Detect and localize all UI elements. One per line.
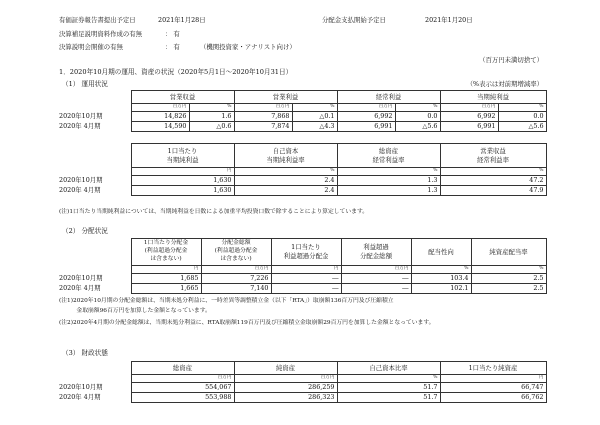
dist-note-3: (注2)2020年4月期の分配金総額は、当期未処分利益に、RTA取崩額119百万円及び圧縮積立金取崩額29百万円を加算した金額となっています。 xyxy=(59,320,435,326)
row-label: 2020年10月期 xyxy=(59,383,103,392)
ops-cell: 0.0 xyxy=(498,112,546,122)
ratios-unit: 円 xyxy=(131,168,234,176)
fin-cell: 66,762 xyxy=(440,393,546,403)
dist-unit: % xyxy=(471,266,546,274)
section1-sub1: （1） 運用状況 xyxy=(62,80,108,88)
fin-header-net-assets: 純資産 xyxy=(234,362,337,375)
ratios-header-margin: 営業収益 経常利益率 xyxy=(440,144,546,168)
ops-cell: △0.1 xyxy=(292,112,337,122)
table-row xyxy=(59,383,546,393)
table-row xyxy=(59,393,546,403)
ops-cell: 1.6 xyxy=(189,112,234,122)
ratios-header-eps: 1口当たり 当期純利益 xyxy=(131,144,234,168)
row-label: 2020年 4月期 xyxy=(59,122,101,131)
ops-unit: % xyxy=(395,104,440,112)
fin-cell: 286,323 xyxy=(234,393,337,403)
ops-cell: 6,991 xyxy=(337,122,395,132)
dist-unit: 百万円 xyxy=(201,266,271,274)
report-date-value: 2021年1月28日 xyxy=(158,16,206,24)
ops-header-net-income: 当期純利益 xyxy=(440,91,546,104)
ops-header-revenue: 営業収益 xyxy=(131,91,234,104)
material-value: ： 有 xyxy=(165,30,180,38)
ops-cell: 6,992 xyxy=(440,112,498,122)
table-row xyxy=(59,274,546,284)
fin-cell: 51.7 xyxy=(337,383,440,393)
ops-unit: 百万円 xyxy=(337,104,395,112)
dist-cell: 2.5 xyxy=(471,284,546,294)
ops-cell: 0.0 xyxy=(395,112,440,122)
dist-cell: ― xyxy=(271,284,341,294)
dist-unit: 円 xyxy=(271,266,341,274)
dist-header-total: 分配金総額 (利益超過分配金 は含まない) xyxy=(201,239,271,266)
ratios-cell: 47.2 xyxy=(440,176,546,186)
ops-header-ordinary-income: 経常利益 xyxy=(337,91,440,104)
ratios-table xyxy=(59,143,547,196)
table-row xyxy=(59,176,546,186)
dist-cell: 7,140 xyxy=(201,284,271,294)
section1-title: 1．2020年10月期の運用、資産の状況（2020年5月1日～2020年10月31日） xyxy=(59,68,293,76)
report-date-label: 有価証券報告書提出予定日 xyxy=(59,16,136,24)
dist-cell: 1,665 xyxy=(131,284,201,294)
table-row xyxy=(59,112,546,122)
ops-cell: 6,992 xyxy=(337,112,395,122)
material-label: 決算補足説明資料作成の有無 xyxy=(59,30,143,38)
fin-header-nav: 1口当たり純資産 xyxy=(440,362,546,375)
dist-cell: 102.1 xyxy=(411,284,471,294)
dist-header-excess-total: 利益超過 分配金総額 xyxy=(341,239,411,266)
ops-cell: △5.6 xyxy=(498,122,546,132)
fin-unit: 百万円 xyxy=(131,375,234,383)
table-row xyxy=(59,186,546,196)
ops-unit: % xyxy=(498,104,546,112)
ratios-cell: 2.4 xyxy=(234,176,337,186)
ops-cell: △4.3 xyxy=(292,122,337,132)
fin-cell: 286,259 xyxy=(234,383,337,393)
dist-cell: ― xyxy=(341,284,411,294)
fin-unit: % xyxy=(337,375,440,383)
row-label: 2020年 4月期 xyxy=(59,186,101,195)
ratios-cell: 1,630 xyxy=(131,176,234,186)
ratios-unit: % xyxy=(234,168,337,176)
ops-unit: 百万円 xyxy=(234,104,292,112)
dist-header-yield: 純資産配当率 xyxy=(471,239,546,266)
rounding-note: （百万円未満切捨て） xyxy=(479,56,543,64)
fin-header-assets: 総資産 xyxy=(131,362,234,375)
ops-cell: 7,874 xyxy=(234,122,292,132)
dist-cell: 2.5 xyxy=(471,274,546,284)
row-label: 2020年10月期 xyxy=(59,112,103,121)
row-label: 2020年10月期 xyxy=(59,176,103,185)
ops-unit: 百万円 xyxy=(131,104,189,112)
ops-header-op-income: 営業利益 xyxy=(234,91,337,104)
ops-cell: △5.6 xyxy=(395,122,440,132)
operations-table xyxy=(59,90,547,132)
dist-unit: 円 xyxy=(131,266,201,274)
ratios-cell: 1.3 xyxy=(337,176,440,186)
dist-date-label: 分配金支払開始予定日 xyxy=(322,16,386,24)
ops-cell: △0.6 xyxy=(189,122,234,132)
dist-cell: ― xyxy=(341,274,411,284)
dist-cell: 7,226 xyxy=(201,274,271,284)
ratios-note: (注)1口当たり当期純利益については、当期純利益を日数による加重平均投資口数で除することにより算定しています。 xyxy=(59,209,369,215)
ops-cell: 14,590 xyxy=(131,122,189,132)
ratios-header-roa: 総資産 経常利益率 xyxy=(337,144,440,168)
dist-cell: 1,685 xyxy=(131,274,201,284)
dist-cell: 103.4 xyxy=(411,274,471,284)
ops-unit: 百万円 xyxy=(440,104,498,112)
row-label: 2020年 4月期 xyxy=(59,284,101,293)
dist-cell: ― xyxy=(271,274,341,284)
section1-pct-note: （%表示は対前期増減率） xyxy=(466,80,543,88)
ratios-cell: 47.9 xyxy=(440,186,546,196)
fin-cell: 66,747 xyxy=(440,383,546,393)
meeting-note: （機関投資家・アナリスト向け） xyxy=(200,43,296,51)
ops-cell: 7,868 xyxy=(234,112,292,122)
ratios-cell: 1.3 xyxy=(337,186,440,196)
dist-note-1: (注1)2020年10月期の分配金総額は、当期未処分利益に、一時差異等調整積立金（以下「RTA」）取崩額136百万円及び圧縮積立 xyxy=(59,298,394,304)
row-label: 2020年10月期 xyxy=(59,274,103,283)
ratios-cell: 2.4 xyxy=(234,186,337,196)
ops-cell: 14,826 xyxy=(131,112,189,122)
fin-cell: 51.7 xyxy=(337,393,440,403)
ratios-unit: % xyxy=(337,168,440,176)
dist-header-dps: 1口当たり分配金 (利益超過分配金 は含まない) xyxy=(131,239,201,266)
dist-date-value: 2021年1月20日 xyxy=(425,16,473,24)
meeting-value: ： 有 xyxy=(165,43,180,51)
meeting-label: 決算説明会開催の有無 xyxy=(59,43,123,51)
ratios-header-roe: 自己資本 当期純利益率 xyxy=(234,144,337,168)
financial-table xyxy=(59,361,547,403)
fin-header-equity-ratio: 自己資本比率 xyxy=(337,362,440,375)
fin-unit: 百万円 xyxy=(234,375,337,383)
section2-title: （2） 分配状況 xyxy=(62,227,108,235)
fin-cell: 554,067 xyxy=(131,383,234,393)
dist-header-payout: 配当性向 xyxy=(411,239,471,266)
ops-cell: 6,991 xyxy=(440,122,498,132)
distribution-table xyxy=(59,238,547,294)
ops-unit: % xyxy=(189,104,234,112)
fin-cell: 553,988 xyxy=(131,393,234,403)
dist-unit: % xyxy=(411,266,471,274)
fin-unit: 円 xyxy=(440,375,546,383)
section3-title: （3） 財政状態 xyxy=(62,349,108,357)
table-row xyxy=(59,284,546,294)
ratios-cell: 1,630 xyxy=(131,186,234,196)
ratios-unit: % xyxy=(440,168,546,176)
table-row xyxy=(59,122,546,132)
dist-unit: 百万円 xyxy=(341,266,411,274)
dist-header-excess-dps: 1口当たり 利益超過分配金 xyxy=(271,239,341,266)
row-label: 2020年 4月期 xyxy=(59,393,101,402)
ops-unit: % xyxy=(292,104,337,112)
dist-note-2: 金取崩額96百万円を加算した金額となっています。 xyxy=(59,308,211,314)
